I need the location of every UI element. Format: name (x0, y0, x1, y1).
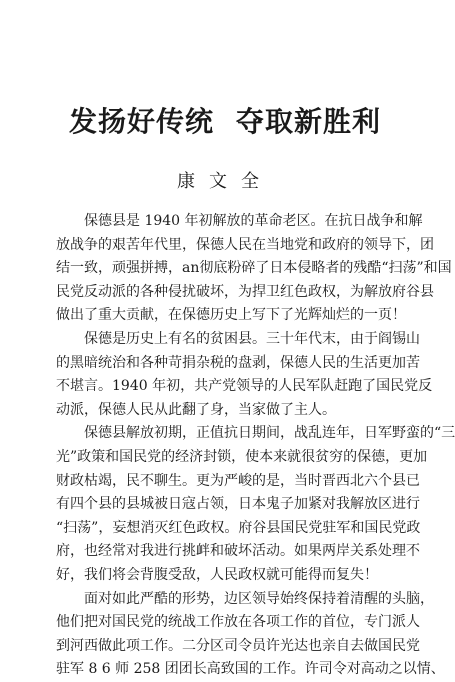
text-line: 府，也经常对我进行挑衅和破坏活动。如果两岸关系处理不 (56, 543, 420, 560)
text-line: 的黑暗统治和各种苛捐杂税的盘剥，保德人民的生活更加苦 (56, 354, 420, 371)
article-body (56, 210, 455, 682)
text-line: 不堪言。1940 年初，共产党领导的人民军队赶跑了国民党反 (56, 378, 433, 395)
text-line: 到河西做此项工作。二分区司令员许光达也亲自去做国民党 (56, 637, 420, 654)
text-line: 保德县是 1940 年初解放的革命老区。在抗日战争和解 (84, 213, 423, 229)
text-line: 放战争的艰苦年代里，保德人民在当地党和政府的领导下，团 (56, 236, 434, 253)
text-line: 民党反动派的各种侵扰破坏，为捍卫红色政权，为解放府谷县 (56, 283, 434, 300)
text-line: 财政枯竭，民不聊生。更为严峻的是，当时晋西北六个县已 (56, 472, 420, 489)
text-line: 做出了重大贡献，在保德历史上写下了光辉灿烂的一页！ (56, 307, 406, 324)
text-line: 他们把对国民党的统战工作放在各项工作的首位，专门派人 (56, 614, 420, 631)
paragraph-2 (56, 328, 433, 422)
article-title (0, 105, 450, 138)
text-line: 面对如此严酷的形势，边区领导始终保持着清醒的头脑， (84, 590, 434, 607)
text-line: 光”政策和国民党的经济封锁，使本来就很贫穷的保德，更加 (56, 448, 428, 465)
title-right: 夺取新胜利 (236, 105, 382, 138)
text-line: “扫荡”，妄想消灭红色政权。府谷县国民党驻军和国民党政 (56, 519, 421, 536)
paragraph-1 (56, 210, 452, 328)
author-name: 康文全 (177, 171, 273, 192)
text-line: 有四个县的县城被日寇占领，日本鬼子加紧对我解放区进行 (56, 496, 420, 513)
text-line: 保德是历史上有名的贫困县。三十年代末，由于阎锡山 (84, 330, 420, 347)
title-left: 发扬好传统 (68, 105, 214, 138)
text-line: 动派，保德人民从此翻了身，当家做了主人。 (56, 401, 336, 418)
text-line: 好，我们将会背腹受敌，人民政权就可能得而复失！ (56, 566, 378, 583)
paragraph-3 (56, 422, 455, 587)
text-line: 保德县解放初期，正值抗日期间，战乱连年，日军野蛮的“三 (84, 425, 455, 442)
text-line: 结一致，顽强拼搏，an彻底粉碎了日本侵略者的残酷“扫荡”和国 (56, 260, 452, 277)
text-line: 驻军 8 6 师 258 团团长高致国的工作。许司令对高动之以情、 (56, 661, 445, 678)
paragraph-4 (56, 588, 445, 682)
